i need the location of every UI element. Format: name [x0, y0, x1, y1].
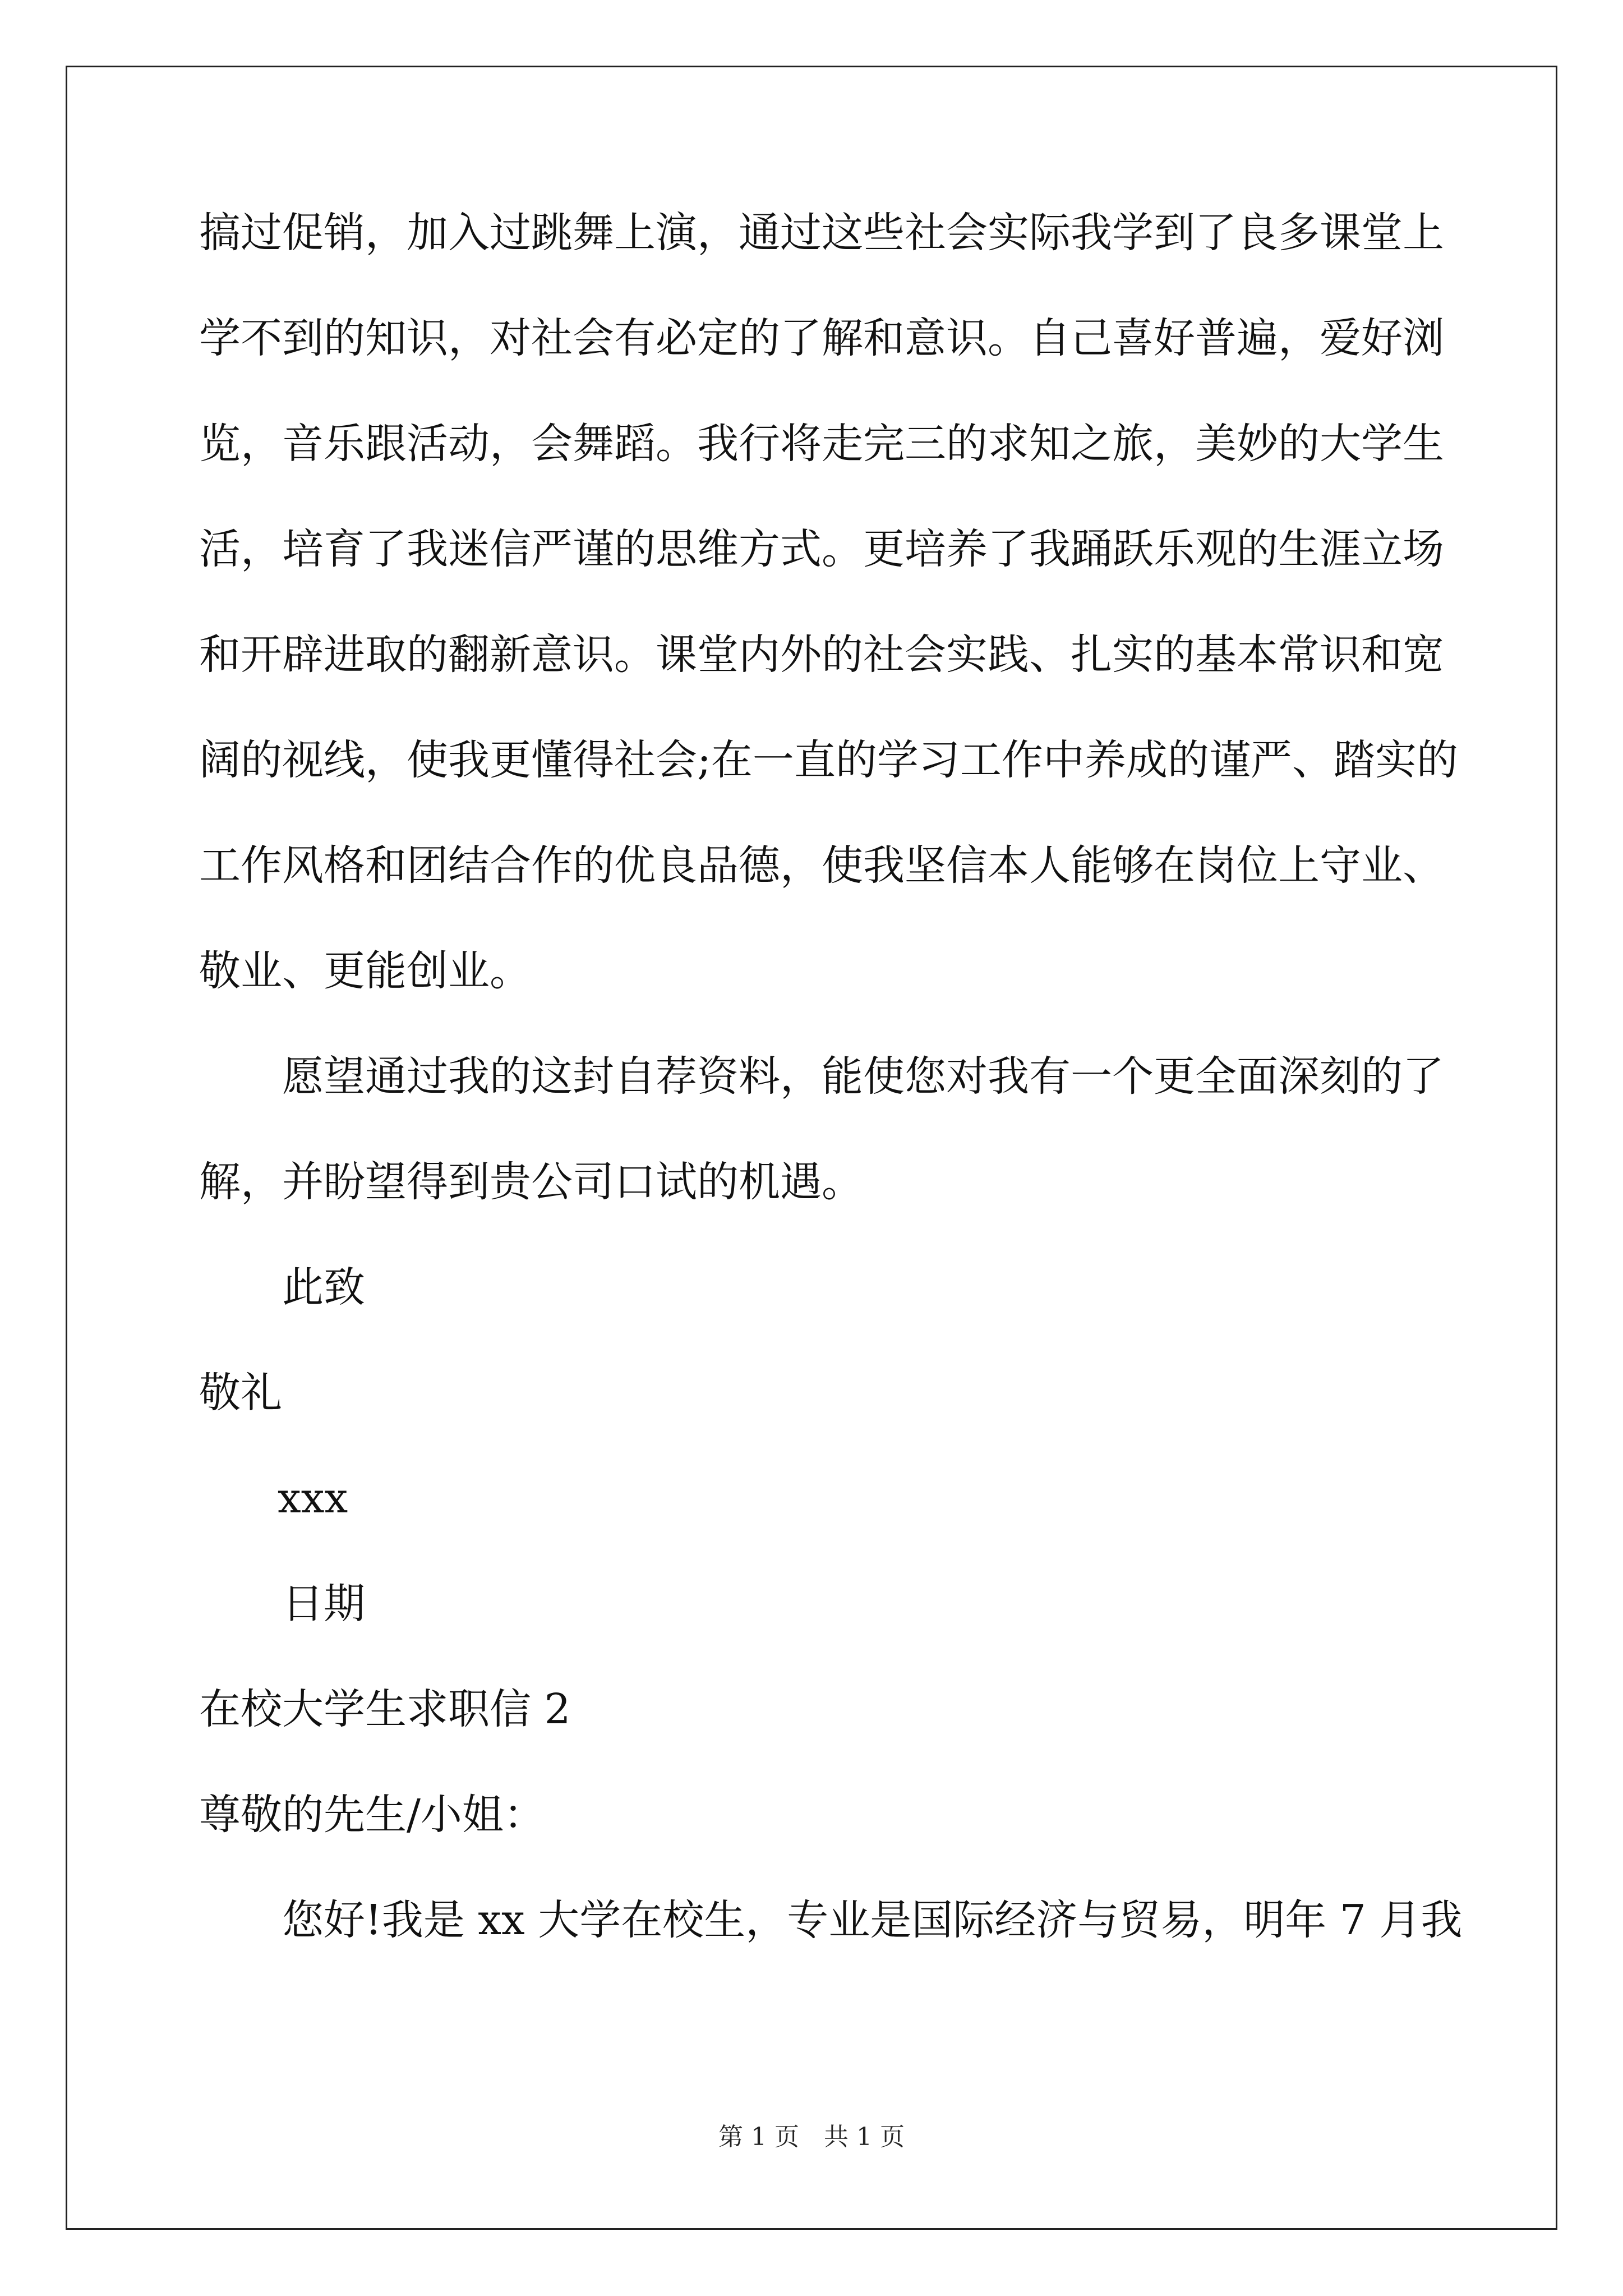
paragraph-line: 阔的视线，使我更懂得社会;在一直的学习工作中养成的谨严、踏实的 [199, 736, 1458, 784]
paragraph-line: 搞过促销，加入过跳舞上演，通过这些社会实际我学到了良多课堂上 [199, 209, 1444, 257]
paragraph-line: 和开辟进取的翻新意识。课堂内外的社会实践、扎实的基本常识和宽 [199, 631, 1444, 679]
greeting: 尊敬的先生/小姐： [199, 1791, 545, 1839]
signature-name: xxx [278, 1474, 348, 1522]
paragraph-line: 活，培育了我迷信严谨的思维方式。更培养了我踊跃乐观的生涯立场 [199, 525, 1444, 573]
paragraph-line: 学不到的知识，对社会有必定的了解和意识。自己喜好普遍，爱好浏 [199, 314, 1444, 362]
paragraph-line: 解，并盼望得到贵公司口试的机遇。 [199, 1158, 863, 1206]
page-footer: 第 1 页 共 1 页 [718, 2123, 905, 2151]
paragraph-line: 愿望通过我的这封自荐资料，能使您对我有一个更全面深刻的了 [282, 1052, 1444, 1101]
closing-salutation: 此致 [282, 1263, 365, 1312]
paragraph-line: 敬业、更能创业。 [199, 947, 531, 995]
closing-regards: 敬礼 [199, 1369, 282, 1417]
section-title: 在校大学生求职信 2 [199, 1685, 571, 1733]
paragraph-line: 工作风格和团结合作的优良品德，使我坚信本人能够在岗位上守业、 [199, 841, 1444, 890]
paragraph-line: 览，音乐跟活动，会舞蹈。我行将走完三的求知之旅，美妙的大学生 [199, 420, 1444, 468]
paragraph-line: 您好!我是 xx 大学在校生，专业是国际经济与贸易，明年 7 月我 [282, 1896, 1463, 1944]
signature-date: 日期 [282, 1580, 365, 1628]
